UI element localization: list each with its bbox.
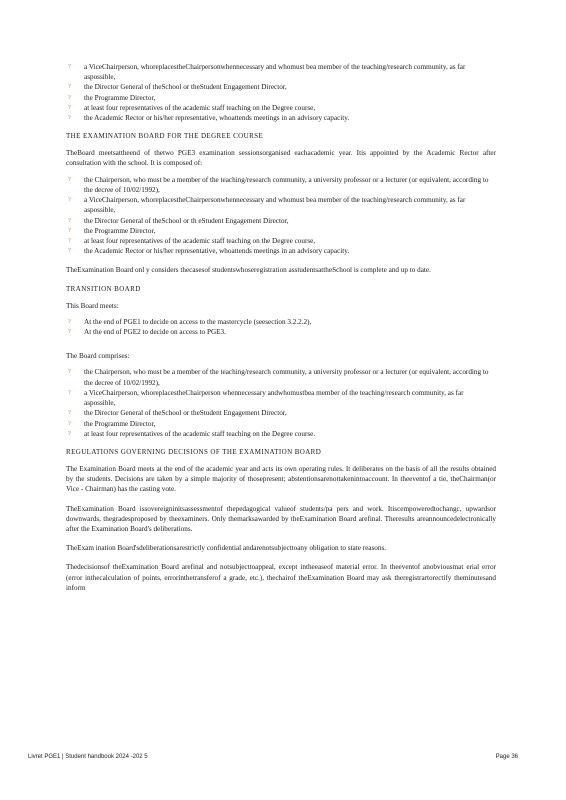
footer-page-number: Page 36 (495, 754, 518, 760)
list-item: ? a ViceChairperson, whoreplacestheChairperson whennecessary andwhomustbea member of the teaching/research community, as far aspossible, (66, 388, 496, 408)
list-item: ? the Academic Rector or his/her representative, whoattends meetings in an advisory capacity. (66, 246, 496, 256)
transition-meets-list (66, 317, 496, 337)
regulations-paragraph: The Examination Board meets at the end of the academic year and acts its own operating rules. It deliberates on the basis of all the results obtained by the students. Decisions are taken by a simple majority of thosepresent; abstentionsarenottakenintoaccount. In theeventof a tie, theChairman(or Vice - Chairman) has the casting vote. (66, 464, 496, 494)
list-item: ? the Programme Director, (66, 226, 496, 236)
section-heading-examination-board: THE EXAMINATION BOARD FOR THE DEGREE COURSE (66, 132, 264, 141)
exam-board-intro: TheBoard meetsattheend of thetwo PGE3 examination sessionsorganised eachacademic year. Itis appointed by the Academic Rector after consultation with the school. It is composed of: (66, 149, 496, 168)
regulations-paragraph: TheExam ination Board'sdeliberationsarestrictly confidential andarenotsubjecttoany obligation to state reasons. (66, 544, 387, 553)
exam-board-note: TheExamination Board onl y considers thecasesof studentswhoseregistration asstudentsattheSchool is complete and up to date. (66, 266, 431, 275)
list-item: ? at least four representatives of the academic staff teaching on the Degree course. (66, 429, 496, 439)
list-item: ? the Academic Rector or his/her representative, whoattends meetings in an advisory capacity. (66, 113, 496, 123)
section-heading-transition-board: TRANSITION BOARD (66, 284, 141, 293)
regulations-paragraph: TheExamination Board issovereigninitsassessmentof thepedagogical valueof students/pa pers and work. Itiscempoweredtochangc, upwardsor downwards, thegradesproposed by theexaminers. Only themarksawarded by theExamination Board arefinal. Theresults areannouncedelectronically after the Examination Board's deliberations. (66, 504, 496, 534)
transition-member-list (66, 367, 496, 439)
footer-handbook-title: Livret PGE1 | Student handbook 2024 -202 5 (28, 754, 148, 760)
list-item: ? the Chairperson, who must be a member of the teaching/research community, a university professor or a lecturer (or equivalent, according to the decree of 10/02/1992), (66, 367, 496, 387)
transition-meets-label: This Board meets: (66, 301, 119, 310)
list-item: ? the Programme Director, (66, 93, 496, 103)
regulations-paragraph: Thedecisionsof theExamination Board arefinal and notsubjecttoappeal, except intheeaseof material error. In theeventof anobviousmat erial error (error inthecalculation of points, errorinthetransferof a grade, etc.), thechairof theExamination Board may ask theregistrartorectify theminutesand inform (66, 563, 496, 592)
section-heading-regulations: REGULATIONS GOVERNING DECISIONS OF THE EXAMINATION BOARD (66, 448, 322, 456)
list-item: ? the Director General of theSchool or theStudent Engagement Director, (66, 82, 496, 92)
list-item: ? the Programme Director, (66, 419, 496, 429)
list-item: ? the Director General of theSchool or theStudent Engagement Director, (66, 408, 496, 418)
document-body (66, 62, 496, 593)
list-item: ? a ViceChairperson, whoreplacestheChairpersonwhennecessary and whomust bea member of the teaching/research community, as far aspossible, (66, 195, 496, 215)
list-item: ? At the end of PGE2 to decide on access to PGE3. (66, 327, 496, 337)
top-member-list (66, 62, 496, 123)
list-item: ? the Chairperson, who must be a member of the teaching/research community, a university professor or a lecturer (or equivalent, according to the decree of 10/02/1992), (66, 175, 496, 195)
list-item: ? a ViceChairperson, whoreplacestheChairpersonwhennecessary and whomust bea member of the teaching/research community, as far aspossible, (66, 62, 496, 82)
transition-comprises-label: The Board comprises: (66, 352, 130, 361)
list-item: ? at least four representatives of the academic staff teaching on the Degree course, (66, 103, 496, 113)
list-item: ? At the end of PGE1 to decide on access to the mastercycle (seesection 3.2.2.2), (66, 317, 496, 327)
exam-board-member-list (66, 175, 496, 257)
list-item: ? the Director General of theSchool or th eStudent Engagement Director, (66, 216, 496, 226)
list-item: ? at least four representatives of the academic staff teaching on the Degree course, (66, 236, 496, 246)
